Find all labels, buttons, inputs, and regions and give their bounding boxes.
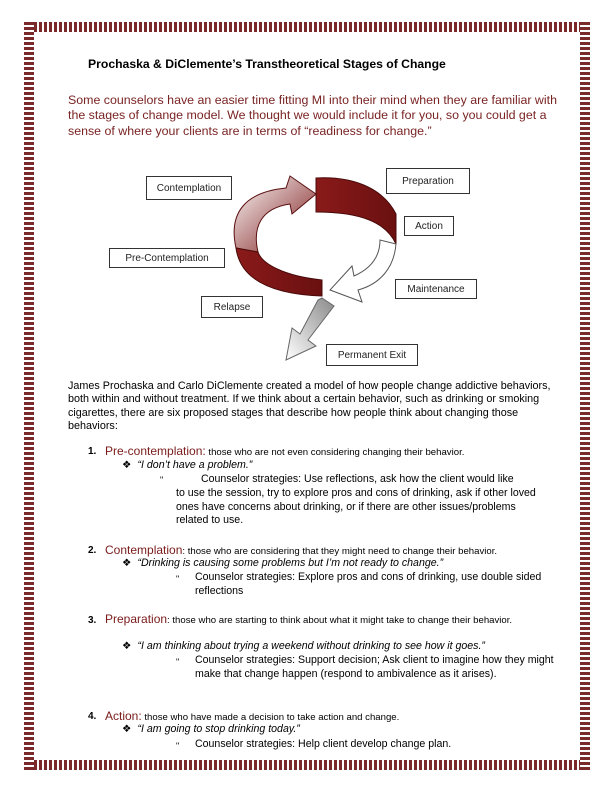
bullet-icon: ❖: [122, 557, 132, 569]
stage-box-preparation: Preparation: [386, 168, 470, 194]
stage-description: those who have made a decision to take action and change.: [141, 712, 400, 723]
stage-name: Action:: [105, 709, 142, 723]
page-border-bottom: [24, 760, 590, 770]
stage-number: 1.: [88, 446, 97, 457]
cycle-band-bottom: [236, 248, 322, 296]
stage-box-precontemplation: Pre-Contemplation: [109, 248, 225, 268]
stage-number: 2.: [88, 545, 97, 556]
counselor-strategy: Counselor strategies: Explore pros and cons of drinking, use double sided reflections: [195, 571, 542, 597]
stage-box-relapse: Relapse: [201, 296, 263, 318]
tick-mark: ": [176, 657, 180, 667]
arrow-to-preparation: [234, 176, 316, 252]
stage-name: Preparation: [105, 612, 168, 626]
client-quote: ❖ “I don’t have a problem.”: [122, 459, 253, 471]
intro-paragraph: Some counselors have an easier time fitting MI into their mind when they are familiar with the stages of change model. We thought we would include it for you, so you could get a sense of where your clients are in terms of “readiness for change.”: [68, 93, 557, 138]
stage-description: those who are not even considering changing their behavior.: [205, 447, 465, 458]
stage-number: 4.: [88, 711, 97, 722]
bullet-icon: ❖: [122, 723, 132, 735]
stage-box-permanent-exit: Permanent Exit: [326, 344, 418, 366]
stage-box-maintenance: Maintenance: [395, 279, 477, 299]
bullet-icon: ❖: [122, 640, 132, 652]
client-quote: ❖ “I am thinking about trying a weekend without drinking to see how it goes.”: [122, 640, 485, 652]
model-description: James Prochaska and Carlo DiClemente created a model of how people change addictive behaviors, both within and without treatment. If we think about a certain behavior, such as drinking or smoking cigarettes, there are six proposed stages that describe how people think about changing those behaviors:: [68, 380, 551, 433]
bullet-icon: ❖: [122, 459, 132, 471]
stage-item: [88, 613, 568, 627]
page-title: Prochaska & DiClemente’s Transtheoretical Stages of Change: [88, 57, 446, 71]
tick-mark: ": [160, 475, 164, 485]
stages-cycle-diagram: [0, 0, 612, 380]
stage-name: Contemplation: [105, 543, 183, 557]
stage-name: Pre-contemplation: [105, 444, 203, 458]
stage-box-contemplation: Contemplation: [146, 176, 232, 200]
tick-mark: ": [176, 574, 180, 584]
stage-number: 3.: [88, 615, 97, 626]
arrow-to-maintenance: [330, 240, 396, 302]
client-quote: ❖ “I am going to stop drinking today.”: [122, 723, 300, 735]
client-quote: ❖ “Drinking is causing some problems but I’m not ready to change.”: [122, 557, 444, 569]
cycle-band-top: [316, 178, 396, 244]
counselor-strategy: Counselor strategies: Help client develop change plan.: [195, 738, 452, 750]
tick-mark: ": [176, 741, 180, 751]
stage-box-action: Action: [404, 216, 454, 236]
stage-description: : those who are starting to think about what it might take to change their behavior.: [167, 615, 513, 626]
stage-description: : those who are considering that they might need to change their behavior.: [182, 546, 498, 557]
counselor-strategy-first-line: Counselor strategies: Use reflections, ask how the client would like: [201, 473, 514, 485]
counselor-strategy: Counselor strategies: Support decision; Ask client to imagine how they might make that change happen (respond to ambivalence as it arises).: [195, 654, 554, 680]
counselor-strategy: to use the session, try to explore pros and cons of drinking, ask if other loved ones have concerns about drinking, or if there are other issues/problems related to use.: [176, 487, 536, 527]
